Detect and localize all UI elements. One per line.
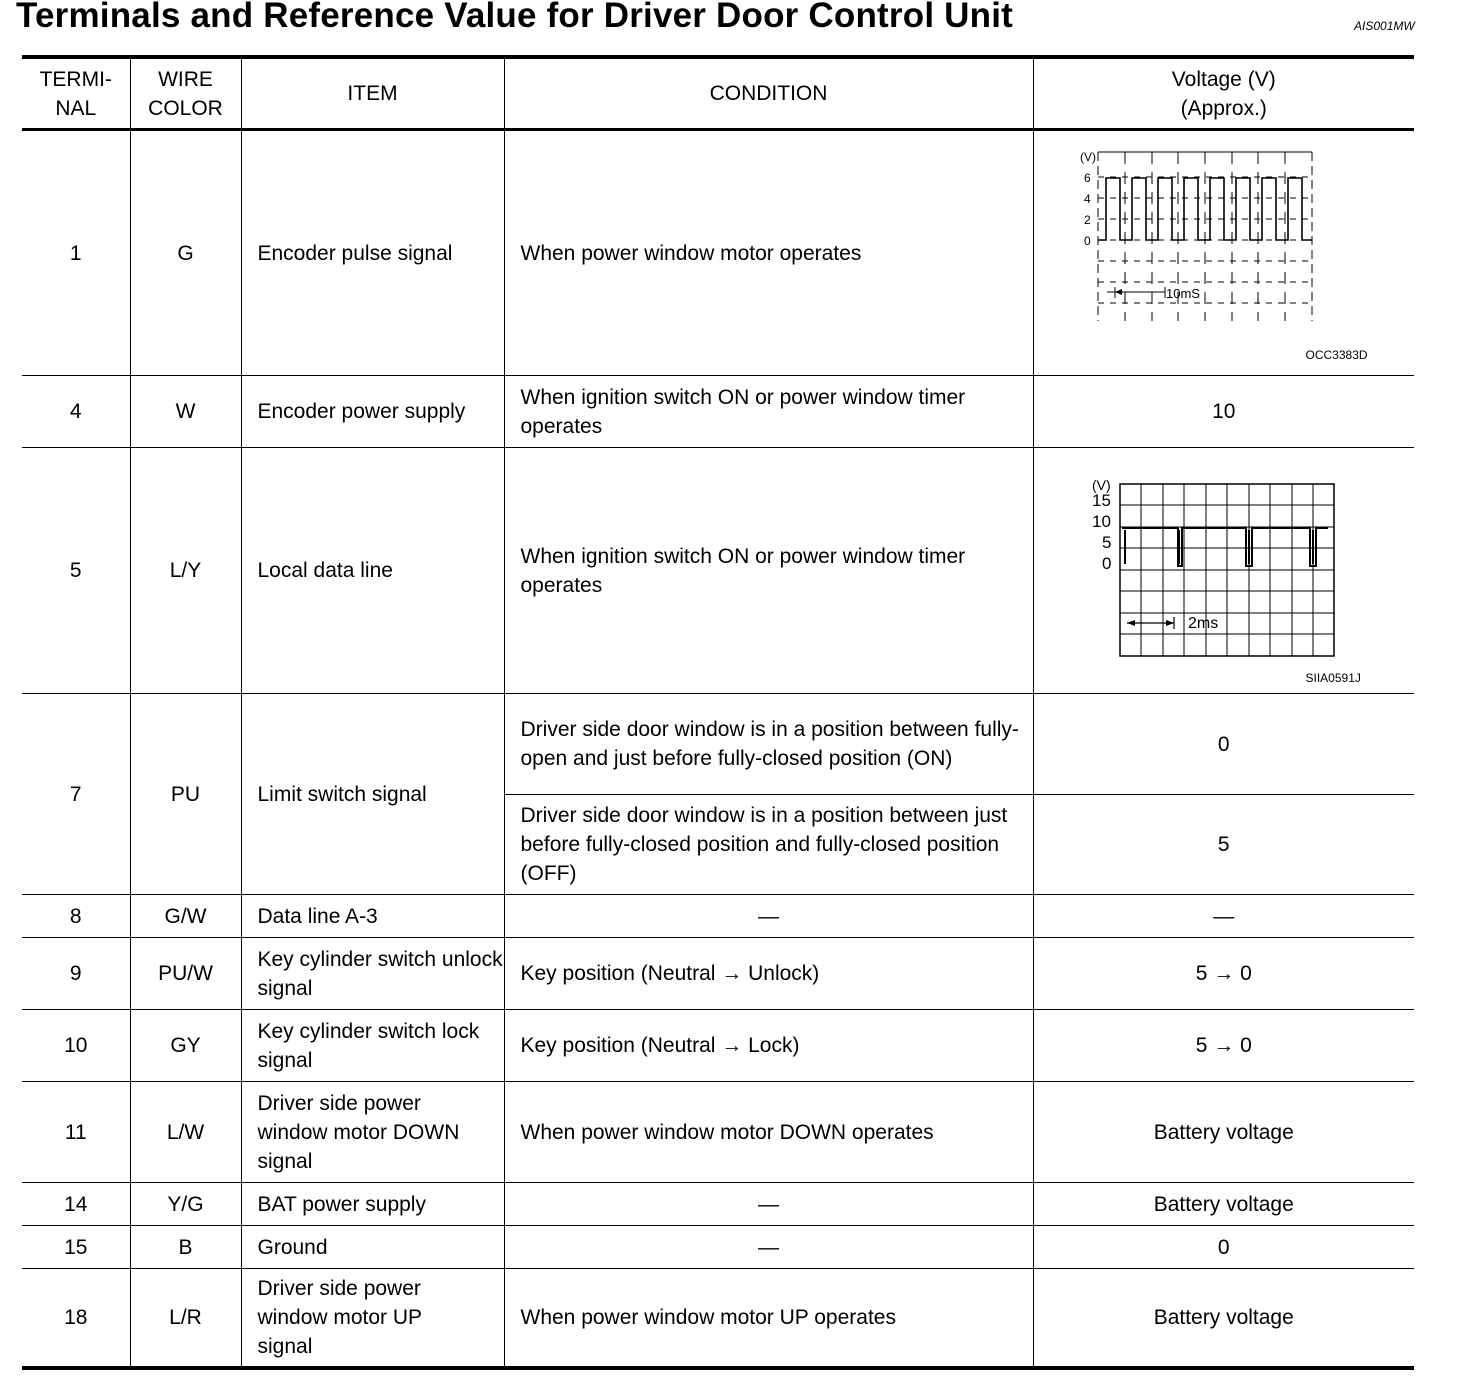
- table-row: [22, 1183, 1414, 1226]
- wire-color-cell: G/W: [130, 895, 241, 938]
- encoder-pulse-waveform: [1070, 145, 1330, 330]
- waveform2-time-label: 2ms: [1187, 615, 1218, 632]
- item-cell: Driver side power window motor UP signal: [241, 1269, 504, 1368]
- wire-color-cell: L/R: [130, 1269, 241, 1368]
- condition-cell: When power window motor UP operates: [504, 1269, 1033, 1368]
- table-row: [22, 938, 1414, 1010]
- waveform1-unit-label: (V): [1079, 150, 1096, 164]
- terminal-cell: 4: [22, 376, 130, 448]
- page-title: Terminals and Reference Value for Driver Door Control Unit: [16, 0, 1014, 35]
- condition-cell: When ignition switch ON or power window timer operates: [504, 376, 1033, 448]
- condition-cell: Driver side door window is in a position between fully-open and just before fully-closed position (ON): [504, 694, 1033, 795]
- header-wire-line1: WIRE: [158, 67, 213, 91]
- table-row: [22, 1010, 1414, 1082]
- terminal-cell: 9: [22, 938, 130, 1010]
- table-row: [22, 694, 1414, 795]
- wire-color-cell: GY: [130, 1010, 241, 1082]
- terminal-cell: 11: [22, 1082, 130, 1183]
- header-voltage-line2: (Approx.): [1180, 96, 1267, 120]
- table-header-row: [22, 57, 1414, 130]
- waveform1-figure-code: OCC3383D: [1305, 348, 1368, 362]
- header-wire-line2: COLOR: [148, 96, 223, 120]
- header-voltage-line1: Voltage (V): [1171, 67, 1276, 91]
- terminal-cell: 1: [22, 130, 130, 376]
- item-cell: Ground: [241, 1226, 504, 1269]
- header-terminal: [22, 57, 130, 130]
- table-row: [22, 895, 1414, 938]
- condition-cell: —: [504, 1226, 1033, 1269]
- voltage-cell: —: [1033, 895, 1414, 938]
- header-terminal-line1: TERMI-: [39, 67, 112, 91]
- wire-color-cell: PU/W: [130, 938, 241, 1010]
- table-row: [22, 1082, 1414, 1183]
- item-cell: Driver side power window motor DOWN signal: [241, 1082, 504, 1183]
- item-cell: Encoder power supply: [241, 376, 504, 448]
- header-voltage: [1033, 57, 1414, 130]
- wire-color-cell: L/Y: [130, 448, 241, 694]
- condition-cell: —: [504, 895, 1033, 938]
- terminal-cell: 7: [22, 694, 130, 895]
- condition-cell: Key position (Neutral → Lock): [504, 1010, 1033, 1082]
- wire-color-cell: G: [130, 130, 241, 376]
- waveform1-tick-0: 0: [1083, 234, 1091, 248]
- terminal-cell: 8: [22, 895, 130, 938]
- condition-cell: Driver side door window is in a position between just before fully-closed position and fully-closed position (OFF): [504, 795, 1033, 895]
- table-row: [22, 448, 1414, 694]
- item-cell: BAT power supply: [241, 1183, 504, 1226]
- voltage-cell: Battery voltage: [1033, 1183, 1414, 1226]
- waveform2-tick-15: 15: [1091, 491, 1111, 510]
- voltage-cell: Battery voltage: [1033, 1269, 1414, 1368]
- item-cell: Limit switch signal: [241, 694, 504, 895]
- waveform2-tick-5: 5: [1101, 533, 1111, 552]
- header-item: ITEM: [241, 57, 504, 130]
- waveform1-time-label: 10mS: [1165, 286, 1200, 301]
- header-terminal-line2: NAL: [55, 96, 97, 120]
- table-row: [22, 1226, 1414, 1269]
- wire-color-cell: L/W: [130, 1082, 241, 1183]
- voltage-cell: 5: [1033, 795, 1414, 895]
- terminal-cell: 10: [22, 1010, 130, 1082]
- waveform1-tick-2: 2: [1083, 213, 1091, 227]
- condition-cell: When power window motor operates: [504, 130, 1033, 376]
- waveform2-unit-label: (V): [1091, 478, 1111, 493]
- table-row: [22, 1269, 1414, 1368]
- waveform1-tick-6: 6: [1083, 171, 1091, 185]
- condition-cell: Key position (Neutral → Unlock): [504, 938, 1033, 1010]
- wire-color-cell: Y/G: [130, 1183, 241, 1226]
- item-cell: Key cylinder switch unlock signal: [241, 938, 504, 1010]
- voltage-cell: 0: [1033, 1226, 1414, 1269]
- local-data-line-waveform: [1082, 478, 1352, 668]
- terminal-cell: 18: [22, 1269, 130, 1368]
- wire-color-cell: PU: [130, 694, 241, 895]
- terminal-cell: 5: [22, 448, 130, 694]
- voltage-waveform-cell: [1033, 448, 1414, 694]
- terminal-cell: 14: [22, 1183, 130, 1226]
- item-cell: Local data line: [241, 448, 504, 694]
- condition-cell: When power window motor DOWN operates: [504, 1082, 1033, 1183]
- condition-cell: When ignition switch ON or power window timer operates: [504, 448, 1033, 694]
- header-condition: CONDITION: [504, 57, 1033, 130]
- voltage-cell: 5 → 0: [1033, 938, 1414, 1010]
- item-cell: Encoder pulse signal: [241, 130, 504, 376]
- waveform2-tick-0: 0: [1101, 554, 1111, 573]
- document-code: AIS001MW: [1354, 19, 1415, 33]
- wire-color-cell: B: [130, 1226, 241, 1269]
- waveform1-tick-4: 4: [1083, 192, 1091, 206]
- voltage-cell: 0: [1033, 694, 1414, 795]
- table-row: [22, 376, 1414, 448]
- waveform2-figure-code: SIIA0591J: [1305, 671, 1361, 685]
- voltage-cell: Battery voltage: [1033, 1082, 1414, 1183]
- item-cell: Key cylinder switch lock signal: [241, 1010, 504, 1082]
- wire-color-cell: W: [130, 376, 241, 448]
- waveform2-tick-10: 10: [1091, 512, 1111, 531]
- voltage-cell: 10: [1033, 376, 1414, 448]
- table-row: [22, 130, 1414, 376]
- voltage-cell: 5 → 0: [1033, 1010, 1414, 1082]
- terminal-cell: 15: [22, 1226, 130, 1269]
- condition-cell: —: [504, 1183, 1033, 1226]
- voltage-waveform-cell: [1033, 130, 1414, 376]
- header-wire-color: [130, 57, 241, 130]
- item-cell: Data line A-3: [241, 895, 504, 938]
- terminal-reference-table: [22, 55, 1414, 1370]
